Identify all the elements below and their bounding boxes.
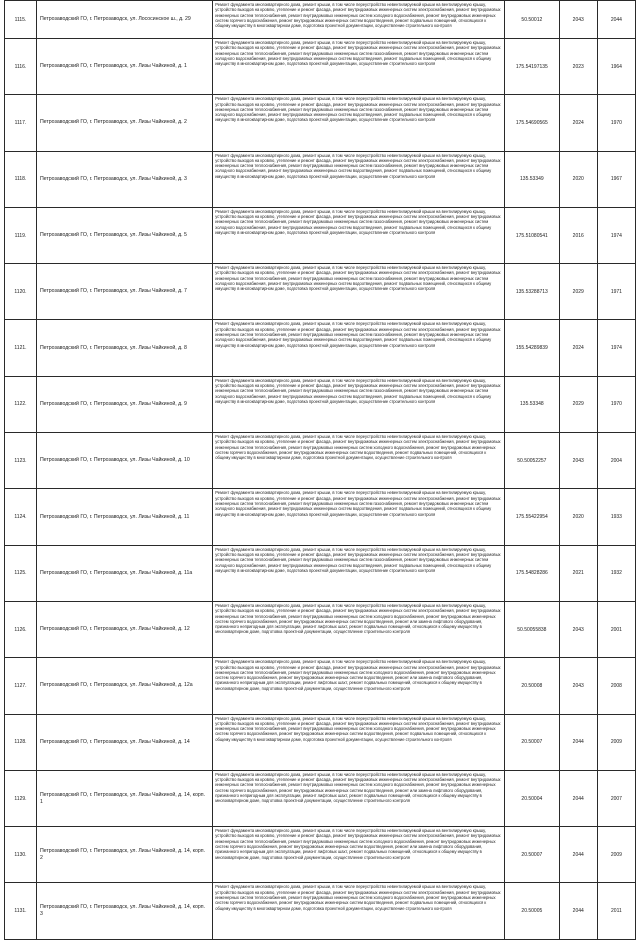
works-description-cell: Ремонт фундамента многоквартирного дома, ремонт крыши, в том числе переустройство невентилируемой крыши на вентилируемую крышу, устройство выходов на кровлю, утепление и ремонт фасада, ремонт внутридомовых инженерных систем электроснабжения, ремонт внутридомовых инженерных систем теплоснабжения, ремонт внутридомовых инженерных систем холодного водоснабжения, ремонт внутридомовых инженерных систем горячего водоснабжения, ремонт внутридомовых инженерных систем водоотведения, ремонт или замена лифтового оборудования, признанного непригодным для эксплуатации, ремонт лифтовых шахт, ремонт подвальных помещений, относящихся к общему имуществу в многоквартирном доме, подготовка проектной документации, осуществление строительного контроля bbox=[213, 827, 505, 883]
build-year-cell: 1974 bbox=[597, 320, 635, 376]
planned-year-cell: 2044 bbox=[559, 714, 597, 770]
cost-cell: 175.54828286 bbox=[505, 545, 560, 601]
works-description-cell: Ремонт фундамента многоквартирного дома, ремонт крыши, в том числе переустройство невентилируемой крыши на вентилируемую крышу, устройство выходов на кровлю, утепление и ремонт фасада, ремонт внутридомовых инженерных систем электроснабжения, ремонт внутридомовых инженерных систем теплоснабжения, ремонт внутридомовых инженерных систем газоснабжения, ремонт внутридомовых инженерных систем холодного водоснабжения, ремонт внутридомовых инженерных систем водоотведения, ремонт подвальных помещений, относящихся к общему имуществу в многоквартирном доме, подготовка проектной документации, осуществление строительного контроля bbox=[213, 207, 505, 263]
cost-cell: 50.50055838 bbox=[505, 601, 560, 657]
address-cell: Петрозаводский ГО, г. Петрозаводск, ул. Лизы Чайкиной, д. 14 bbox=[36, 714, 212, 770]
cost-cell: 20.50008 bbox=[505, 658, 560, 714]
build-year-cell: 1970 bbox=[597, 95, 635, 151]
build-year-cell: 1964 bbox=[597, 39, 635, 95]
build-year-cell: 2009 bbox=[597, 827, 635, 883]
planned-year-cell: 2029 bbox=[559, 376, 597, 432]
cost-cell: 175.54197135 bbox=[505, 39, 560, 95]
planned-year-cell: 2023 bbox=[559, 39, 597, 95]
address-cell: Петрозаводский ГО, г. Петрозаводск, ул. Лососинское ш., д. 29 bbox=[36, 1, 212, 39]
address-cell: Петрозаводский ГО, г. Петрозаводск, ул. Лизы Чайкиной, д. 14, корп. 2 bbox=[36, 827, 212, 883]
address-cell: Петрозаводский ГО, г. Петрозаводск, ул. Лизы Чайкиной, д. 14, корп. 1 bbox=[36, 770, 212, 826]
table-row bbox=[5, 207, 636, 263]
build-year-cell: 2011 bbox=[597, 883, 635, 939]
address-cell: Петрозаводский ГО, г. Петрозаводск, ул. Лизы Чайкиной, д. 8 bbox=[36, 320, 212, 376]
table-row bbox=[5, 658, 636, 714]
cost-cell: 155.54289839 bbox=[505, 320, 560, 376]
row-number: 1124. bbox=[5, 489, 37, 545]
cost-cell: 135.53349 bbox=[505, 151, 560, 207]
table-row bbox=[5, 151, 636, 207]
cost-cell: 20.50007 bbox=[505, 827, 560, 883]
planned-year-cell: 2021 bbox=[559, 545, 597, 601]
address-cell: Петрозаводский ГО, г. Петрозаводск, ул. Лизы Чайкиной, д. 12а bbox=[36, 658, 212, 714]
planned-year-cell: 2044 bbox=[559, 770, 597, 826]
works-description-cell: Ремонт фундамента многоквартирного дома, ремонт крыши, в том числе переустройство невентилируемой крыши на вентилируемую крышу, устройство выходов на кровлю, утепление и ремонт фасада, ремонт внутридомовых инженерных систем электроснабжения, ремонт внутридомовых инженерных систем теплоснабжения, ремонт внутридомовых инженерных систем холодного водоснабжения, ремонт внутридомовых инженерных систем горячего водоснабжения, ремонт внутридомовых инженерных систем водоотведения, ремонт или замена лифтового оборудования, признанного непригодным для эксплуатации, ремонт лифтовых шахт, ремонт подвальных помещений, относящихся к общему имуществу в многоквартирном доме, подготовка проектной документации, осуществление строительного контроля bbox=[213, 601, 505, 657]
row-number: 1115. bbox=[5, 1, 37, 39]
row-number: 1128. bbox=[5, 714, 37, 770]
document-page bbox=[4, 0, 636, 940]
works-description-cell: Ремонт фундамента многоквартирного дома, ремонт крыши, в том числе переустройство невентилируемой крыши на вентилируемую крышу, устройство выходов на кровлю, утепление и ремонт фасада, ремонт внутридомовых инженерных систем электроснабжения, ремонт внутридомовых инженерных систем теплоснабжения, ремонт внутридомовых инженерных систем холодного водоснабжения, ремонт внутридомовых инженерных систем горячего водоснабжения, ремонт внутридомовых инженерных систем водоотведения, ремонт подвальных помещений, относящихся к общему имуществу в многоквартирном доме, подготовка проектной документации, осуществление строительного контроля bbox=[213, 714, 505, 770]
row-number: 1126. bbox=[5, 601, 37, 657]
row-number: 1119. bbox=[5, 207, 37, 263]
address-cell: Петрозаводский ГО, г. Петрозаводск, ул. Лизы Чайкиной, д. 11 bbox=[36, 489, 212, 545]
works-description-cell: Ремонт фундамента многоквартирного дома, ремонт крыши, в том числе переустройство невентилируемой крыши на вентилируемую крышу, устройство выходов на кровлю, утепление и ремонт фасада, ремонт внутридомовых инженерных систем электроснабжения, ремонт внутридомовых инженерных систем теплоснабжения, ремонт внутридомовых инженерных систем газоснабжения, ремонт внутридомовых инженерных систем холодного водоснабжения, ремонт внутридомовых инженерных систем водоотведения, ремонт подвальных помещений, относящихся к общему имуществу в многоквартирном доме, подготовка проектной документации, осуществление строительного контроля bbox=[213, 545, 505, 601]
build-year-cell: 1932 bbox=[597, 545, 635, 601]
row-number: 1127. bbox=[5, 658, 37, 714]
table-row bbox=[5, 376, 636, 432]
works-description-cell: Ремонт фундамента многоквартирного дома, ремонт крыши, в том числе переустройство невентилируемой крыши на вентилируемую крышу, устройство выходов на кровлю, утепление и ремонт фасада, ремонт внутридомовых инженерных систем электроснабжения, ремонт внутридомовых инженерных систем теплоснабжения, ремонт внутридомовых инженерных систем холодного водоснабжения, ремонт внутридомовых инженерных систем горячего водоснабжения, ремонт внутридомовых инженерных систем водоотведения, ремонт или замена лифтового оборудования, признанного непригодным для эксплуатации, ремонт лифтовых шахт, ремонт подвальных помещений, относящихся к общему имуществу в многоквартирном доме, подготовка проектной документации, осуществление строительного контроля bbox=[213, 770, 505, 826]
address-cell: Петрозаводский ГО, г. Петрозаводск, ул. Лизы Чайкиной, д. 14, корп. 3 bbox=[36, 883, 212, 939]
table-row bbox=[5, 320, 636, 376]
address-cell: Петрозаводский ГО, г. Петрозаводск, ул. Лизы Чайкиной, д. 7 bbox=[36, 264, 212, 320]
planned-year-cell: 2029 bbox=[559, 264, 597, 320]
cost-cell: 20.50004 bbox=[505, 770, 560, 826]
address-cell: Петрозаводский ГО, г. Петрозаводск, ул. Лизы Чайкиной, д. 2 bbox=[36, 95, 212, 151]
works-description-cell: Ремонт фундамента многоквартирного дома, ремонт крыши, в том числе переустройство невентилируемой крыши на вентилируемую крышу, устройство выходов на кровлю, утепление и ремонт фасада, ремонт внутридомовых инженерных систем электроснабжения, ремонт внутридомовых инженерных систем теплоснабжения, ремонт внутридомовых инженерных систем холодного водоснабжения, ремонт внутридомовых инженерных систем горячего водоснабжения, ремонт внутридомовых инженерных систем водоотведения, ремонт или замена лифтового оборудования, признанного непригодным для эксплуатации, ремонт лифтовых шахт, ремонт подвальных помещений, относящихся к общему имуществу в многоквартирном доме, подготовка проектной документации, осуществление строительного контроля bbox=[213, 658, 505, 714]
build-year-cell: 2001 bbox=[597, 601, 635, 657]
table-row bbox=[5, 714, 636, 770]
build-year-cell: 1971 bbox=[597, 264, 635, 320]
cost-cell: 135.53288713 bbox=[505, 264, 560, 320]
works-description-cell: Ремонт фундамента многоквартирного дома, ремонт крыши, в том числе переустройство невентилируемой крыши на вентилируемую крышу, устройство выходов на кровлю, утепление и ремонт фасада, ремонт внутридомовых инженерных систем электроснабжения, ремонт внутридомовых инженерных систем теплоснабжения, ремонт внутридомовых инженерных систем газоснабжения, ремонт внутридомовых инженерных систем холодного водоснабжения, ремонт внутридомовых инженерных систем водоотведения, ремонт подвальных помещений, относящихся к общему имуществу в многоквартирном доме, подготовка проектной документации, осуществление строительного контроля bbox=[213, 264, 505, 320]
table-row bbox=[5, 433, 636, 489]
works-description-cell: Ремонт фундамента многоквартирного дома, ремонт крыши, в том числе переустройство невентилируемой крыши на вентилируемую крышу, устройство выходов на кровлю, утепление и ремонт фасада, ремонт внутридомовых инженерных систем электроснабжения, ремонт внутридомовых инженерных систем теплоснабжения, ремонт внутридомовых инженерных систем холодного водоснабжения, ремонт внутридомовых инженерных систем горячего водоснабжения, ремонт внутридомовых инженерных систем водоотведения, ремонт подвальных помещений, относящихся к общему имуществу в многоквартирном доме, подготовка проектной документации, осуществление строительного контроля bbox=[213, 883, 505, 939]
row-number: 1131. bbox=[5, 883, 37, 939]
cost-cell: 175.54690565 bbox=[505, 95, 560, 151]
row-number: 1130. bbox=[5, 827, 37, 883]
planned-year-cell: 2024 bbox=[559, 95, 597, 151]
row-number: 1121. bbox=[5, 320, 37, 376]
planned-year-cell: 2043 bbox=[559, 1, 597, 39]
build-year-cell: 1967 bbox=[597, 151, 635, 207]
table-row bbox=[5, 95, 636, 151]
planned-year-cell: 2020 bbox=[559, 489, 597, 545]
address-cell: Петрозаводский ГО, г. Петрозаводск, ул. Лизы Чайкиной, д. 3 bbox=[36, 151, 212, 207]
planned-year-cell: 2044 bbox=[559, 883, 597, 939]
cost-cell: 175.51080541 bbox=[505, 207, 560, 263]
address-cell: Петрозаводский ГО, г. Петрозаводск, ул. Лизы Чайкиной, д. 12 bbox=[36, 601, 212, 657]
works-description-cell: Ремонт фундамента многоквартирного дома, ремонт крыши, в том числе переустройство невентилируемой крыши на вентилируемую крышу, устройство выходов на кровлю, утепление и ремонт фасада, ремонт внутридомовых инженерных систем электроснабжения, ремонт внутридомовых инженерных систем теплоснабжения, ремонт внутридомовых инженерных систем газоснабжения, ремонт внутридомовых инженерных систем холодного водоснабжения, ремонт внутридомовых инженерных систем водоотведения, ремонт подвальных помещений, относящихся к общему имуществу в многоквартирном доме, подготовка проектной документации, осуществление строительного контроля bbox=[213, 376, 505, 432]
planned-year-cell: 2043 bbox=[559, 433, 597, 489]
planned-year-cell: 2020 bbox=[559, 151, 597, 207]
table-row bbox=[5, 770, 636, 826]
row-number: 1117. bbox=[5, 95, 37, 151]
cost-cell: 135.53348 bbox=[505, 376, 560, 432]
table-row bbox=[5, 39, 636, 95]
cost-cell: 175.55422954 bbox=[505, 489, 560, 545]
address-cell: Петрозаводский ГО, г. Петрозаводск, ул. Лизы Чайкиной, д. 9 bbox=[36, 376, 212, 432]
table-row bbox=[5, 489, 636, 545]
build-year-cell: 1933 bbox=[597, 489, 635, 545]
table-row bbox=[5, 1, 636, 39]
cost-cell: 20.50005 bbox=[505, 883, 560, 939]
build-year-cell: 1970 bbox=[597, 376, 635, 432]
planned-year-cell: 2043 bbox=[559, 601, 597, 657]
row-number: 1123. bbox=[5, 433, 37, 489]
row-number: 1122. bbox=[5, 376, 37, 432]
planned-year-cell: 2016 bbox=[559, 207, 597, 263]
table-row bbox=[5, 601, 636, 657]
build-year-cell: 1974 bbox=[597, 207, 635, 263]
works-description-cell: Ремонт фундамента многоквартирного дома, ремонт крыши, в том числе переустройство невентилируемой крыши на вентилируемую крышу, устройство выходов на кровлю, утепление и ремонт фасада, ремонт внутридомовых инженерных систем электроснабжения, ремонт внутридомовых инженерных систем теплоснабжения, ремонт внутридомовых инженерных систем газоснабжения, ремонт внутридомовых инженерных систем холодного водоснабжения, ремонт внутридомовых инженерных систем водоотведения, ремонт подвальных помещений, относящихся к общему имуществу в многоквартирном доме, подготовка проектной документации, осуществление строительного контроля bbox=[213, 151, 505, 207]
row-number: 1120. bbox=[5, 264, 37, 320]
works-description-cell: Ремонт фундамента многоквартирного дома, ремонт крыши, в том числе переустройство невентилируемой крыши на вентилируемую крышу, устройство выходов на кровлю, утепление и ремонт фасада, ремонт внутридомовых инженерных систем электроснабжения, ремонт внутридомовых инженерных систем теплоснабжения, ремонт внутридомовых инженерных систем газоснабжения, ремонт внутридомовых инженерных систем холодного водоснабжения, ремонт внутридомовых инженерных систем водоотведения, ремонт подвальных помещений, относящихся к общему имуществу в многоквартирном доме, подготовка проектной документации, осуществление строительного контроля bbox=[213, 489, 505, 545]
planned-year-cell: 2044 bbox=[559, 827, 597, 883]
works-description-cell: Ремонт фундамента многоквартирного дома, ремонт крыши, в том числе переустройство невентилируемой крыши на вентилируемую крышу, устройство выходов на кровлю, утепление и ремонт фасада, ремонт внутридомовых инженерных систем электроснабжения, ремонт внутридомовых инженерных систем теплоснабжения, ремонт внутридомовых инженерных систем газоснабжения, ремонт внутридомовых инженерных систем холодного водоснабжения, ремонт внутридомовых инженерных систем водоотведения, ремонт подвальных помещений, относящихся к общему имуществу в многоквартирном доме, подготовка проектной документации, осуществление строительного контроля bbox=[213, 320, 505, 376]
works-description-cell: Ремонт фундамента многоквартирного дома, ремонт крыши, в том числе переустройство невентилируемой крыши на вентилируемую крышу, устройство выходов на кровлю, утепление и ремонт фасада, ремонт внутридомовых инженерных систем электроснабжения, ремонт внутридомовых инженерных систем теплоснабжения, ремонт внутридомовых инженерных систем газоснабжения, ремонт внутридомовых инженерных систем холодного водоснабжения, ремонт внутридомовых инженерных систем водоотведения, ремонт подвальных помещений, относящихся к общему имуществу в многоквартирном доме, подготовка проектной документации, осуществление строительного контроля bbox=[213, 39, 505, 95]
address-cell: Петрозаводский ГО, г. Петрозаводск, ул. Лизы Чайкиной, д. 11а bbox=[36, 545, 212, 601]
works-description-cell: Ремонт фундамента многоквартирного дома, ремонт крыши, в том числе переустройство невентилируемой крыши на вентилируемую крышу, устройство выходов на кровлю, утепление и ремонт фасада, ремонт внутридомовых инженерных систем электроснабжения, ремонт внутридомовых инженерных систем теплоснабжения, ремонт внутридомовых инженерных систем газоснабжения, ремонт внутридомовых инженерных систем холодного водоснабжения, ремонт внутридомовых инженерных систем водоотведения, ремонт подвальных помещений, относящихся к общему имуществу в многоквартирном доме, подготовка проектной документации, осуществление строительного контроля bbox=[213, 95, 505, 151]
build-year-cell: 2007 bbox=[597, 770, 635, 826]
build-year-cell: 2008 bbox=[597, 658, 635, 714]
row-number: 1116. bbox=[5, 39, 37, 95]
build-year-cell: 2004 bbox=[597, 433, 635, 489]
row-number: 1125. bbox=[5, 545, 37, 601]
row-number: 1129. bbox=[5, 770, 37, 826]
cost-cell: 50.50052257 bbox=[505, 433, 560, 489]
cost-cell: 50.50012 bbox=[505, 1, 560, 39]
planned-year-cell: 2043 bbox=[559, 658, 597, 714]
table-row bbox=[5, 545, 636, 601]
build-year-cell: 2009 bbox=[597, 714, 635, 770]
capital-repair-table bbox=[4, 0, 636, 940]
build-year-cell: 2044 bbox=[597, 1, 635, 39]
address-cell: Петрозаводский ГО, г. Петрозаводск, ул. Лизы Чайкиной, д. 5 bbox=[36, 207, 212, 263]
table-row bbox=[5, 264, 636, 320]
planned-year-cell: 2024 bbox=[559, 320, 597, 376]
row-number: 1118. bbox=[5, 151, 37, 207]
cost-cell: 20.50007 bbox=[505, 714, 560, 770]
works-description-cell: Ремонт фундамента многоквартирного дома, ремонт крыши, в том числе переустройство невентилируемой крыши на вентилируемую крышу, устройство выходов на кровлю, утепление и ремонт фасада, ремонт внутридомовых инженерных систем электроснабжения, ремонт внутридомовых инженерных систем теплоснабжения, ремонт внутридомовых инженерных систем холодного водоснабжения, ремонт внутридомовых инженерных систем горячего водоснабжения, ремонт внутридомовых инженерных систем водоотведения, ремонт подвальных помещений, относящихся к общему имуществу в многоквартирном доме, подготовка проектной документации, осуществление строительного контроля bbox=[213, 1, 505, 39]
table-row bbox=[5, 883, 636, 939]
address-cell: Петрозаводский ГО, г. Петрозаводск, ул. Лизы Чайкиной, д. 10 bbox=[36, 433, 212, 489]
table-row bbox=[5, 827, 636, 883]
address-cell: Петрозаводский ГО, г. Петрозаводск, ул. Лизы Чайкиной, д. 1 bbox=[36, 39, 212, 95]
works-description-cell: Ремонт фундамента многоквартирного дома, ремонт крыши, в том числе переустройство невентилируемой крыши на вентилируемую крышу, устройство выходов на кровлю, утепление и ремонт фасада, ремонт внутридомовых инженерных систем электроснабжения, ремонт внутридомовых инженерных систем теплоснабжения, ремонт внутридомовых инженерных систем холодного водоснабжения, ремонт внутридомовых инженерных систем горячего водоснабжения, ремонт внутридомовых инженерных систем водоотведения, ремонт подвальных помещений, относящихся к общему имуществу в многоквартирном доме, подготовка проектной документации, осуществление строительного контроля bbox=[213, 433, 505, 489]
